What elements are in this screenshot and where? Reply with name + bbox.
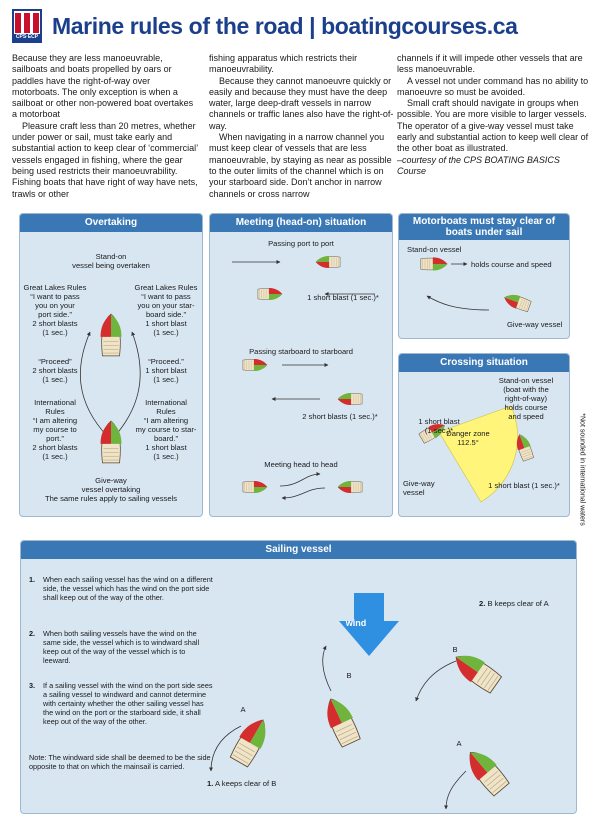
footnote: *Not sounded in international waters bbox=[578, 413, 586, 526]
label-starboard-signal: 2 short blasts (1 sec.)* bbox=[302, 412, 378, 421]
panel-title: Overtaking bbox=[20, 214, 202, 232]
label-b: B bbox=[346, 671, 352, 680]
paragraph: Pleasure craft less than 20 metres, whether under power or sail, must take early and substantial action to keep clear of ‘commercial’ vessels engaged in fishing, where the gear being used restricts their manoeuvrability. Fishing boats that have right of way have nets, trawls or other bbox=[12, 120, 198, 199]
text-column-right bbox=[397, 53, 589, 177]
rule-2: 2. When both sailing vessels have the wind on the same side, the vessel which is to windward shall keep out of the way of the vessel which is to leeward. bbox=[29, 629, 200, 665]
paragraph: channels if it will impede other vessels that are less manoeuvrable. bbox=[397, 53, 583, 75]
paragraph: Because they are less manoeuvrable, sailboats and boats propelled by oars or paddles have the right-of-way over motorboats. The only exception is when a sailboat or other non-powered boat overtakes a motorboat bbox=[12, 53, 194, 120]
label-b: B bbox=[452, 645, 458, 654]
label-gl-right: Great Lakes Rules “I want to pass you on your star- board side.” 1 short blast (1 sec.) bbox=[134, 283, 198, 337]
page-title: Marine rules of the road | boatingcourses.ca bbox=[52, 12, 518, 39]
boat-give-way bbox=[101, 421, 122, 463]
label-stand-on: Stand-on vessel being overtaken bbox=[72, 252, 150, 270]
label-proceed-left: “Proceed” 2 short blasts (1 sec.) bbox=[32, 357, 78, 384]
boat-a bbox=[228, 714, 273, 768]
wind-label: wind bbox=[345, 618, 367, 628]
boat-b bbox=[320, 694, 362, 748]
text-column-middle bbox=[209, 53, 395, 200]
note: Note: The windward side shall be deemed to be the side opposite to that on which the mainsail is carried. bbox=[29, 753, 211, 771]
paragraph: Small craft should navigate in groups when possible. You are more visible to larger vessels. bbox=[397, 98, 587, 120]
caption-1: 1. A keeps clear of B bbox=[207, 779, 277, 788]
boat bbox=[258, 288, 282, 300]
boat bbox=[243, 481, 267, 493]
boat bbox=[338, 393, 362, 405]
label-gl-left: Great Lakes Rules “I want to pass you on your port side.” 2 short blasts (1 sec.) bbox=[23, 283, 87, 337]
label-stand-on: Stand-on vessel bbox=[407, 245, 462, 254]
label-a: A bbox=[456, 739, 462, 748]
motorboats-panel bbox=[398, 213, 570, 339]
label-intl-left: International Rules “I am altering my course to port.” 2 short blasts (1 sec.) bbox=[32, 398, 78, 461]
label-give-way: Give-way vessel bbox=[403, 479, 435, 497]
label-blast-left: 1 short blast (1 sec.)* bbox=[418, 417, 460, 435]
boat bbox=[338, 481, 362, 493]
overtaking-panel bbox=[19, 213, 203, 517]
label-give-way: Give-way vessel bbox=[507, 320, 563, 329]
paragraph: fishing apparatus which restricts their manoeuvrability. bbox=[209, 53, 358, 75]
rule-3: 3. If a sailing vessel with the wind on the port side sees a sailing vessel to windward and cannot determine with certainty whether the other sailing vessel has the wind on the port or the starboard side, it shall keep out of the way of the other. bbox=[29, 681, 213, 726]
boat-motor bbox=[502, 291, 531, 312]
label-port-to-port: Passing port to port bbox=[268, 239, 334, 248]
boat-stand-on bbox=[101, 314, 122, 356]
label-intl-right: International Rules “I am altering my course to star- board.” 1 short blast (1 sec.) bbox=[135, 398, 197, 461]
paragraph: A vessel not under command has no ability to manoeuvre so must be avoided. bbox=[397, 75, 589, 97]
label-proceed-right: “Proceed.” 1 short blast (1 sec.) bbox=[145, 357, 187, 384]
panel-title: Meeting (head-on) situation bbox=[210, 214, 392, 232]
boat-sail bbox=[421, 257, 447, 270]
label-a: A bbox=[240, 705, 246, 714]
sailing-panel bbox=[20, 540, 577, 814]
label-blast-right: 1 short blast (1 sec.)* bbox=[488, 481, 560, 490]
boat bbox=[316, 256, 340, 268]
label-give-way: Give-way vessel overtaking The same rules apply to sailing vessels bbox=[44, 476, 178, 503]
meeting-panel bbox=[209, 213, 393, 517]
boat-a bbox=[461, 745, 511, 798]
boat-b bbox=[449, 647, 503, 695]
paragraph: When navigating in a narrow channel you must keep clear of vessels that are less manoeuvrable, by staying as near as possible to the outer limits of the channel which is on your starboard side. Don’t anchor in narrow channels or cross narrow bbox=[209, 132, 392, 199]
boat bbox=[243, 359, 267, 371]
panel-title: Sailing vessel bbox=[21, 541, 576, 559]
panel-title: Motorboats must stay clear of boats under sail bbox=[399, 214, 569, 240]
caption-2: 2. B keeps clear of A bbox=[479, 599, 549, 608]
text-column-left bbox=[12, 53, 198, 200]
credit-line: –courtesy of the CPS BOATING BASICS Course bbox=[397, 154, 560, 176]
label-danger: Danger zone 112.5° bbox=[446, 429, 490, 447]
label-holds: holds course and speed bbox=[471, 260, 552, 269]
meeting-diagram bbox=[210, 232, 392, 516]
rule-1: 1. When each sailing vessel has the wind on a different side, the vessel which has the wind on the port side shall keep out of the way of the other. bbox=[29, 575, 213, 602]
logo-text: CPS·ECP bbox=[15, 34, 39, 40]
label-port-signal: 1 short blast (1 sec.)* bbox=[307, 293, 379, 302]
panel-title: Crossing situation bbox=[399, 354, 569, 372]
label-starboard: Passing starboard to starboard bbox=[249, 347, 353, 356]
label-stand-on: Stand-on vessel (boat with the right-of-way) holds course and speed bbox=[498, 376, 554, 421]
paragraph: Because they cannot manoeuvre quickly or easily and because they must have the deep water, large deep-draft vessels in narrow channels or traffic lanes also have the right-of-way. bbox=[209, 75, 394, 131]
label-head-to-head: Meeting head to head bbox=[264, 460, 338, 469]
cps-logo-icon bbox=[12, 9, 42, 43]
header bbox=[12, 9, 518, 43]
crossing-panel bbox=[398, 353, 570, 517]
paragraph: The operator of a give-way vessel must take early and substantial action to keep well clear of the other boat as illustrated. bbox=[397, 120, 589, 154]
